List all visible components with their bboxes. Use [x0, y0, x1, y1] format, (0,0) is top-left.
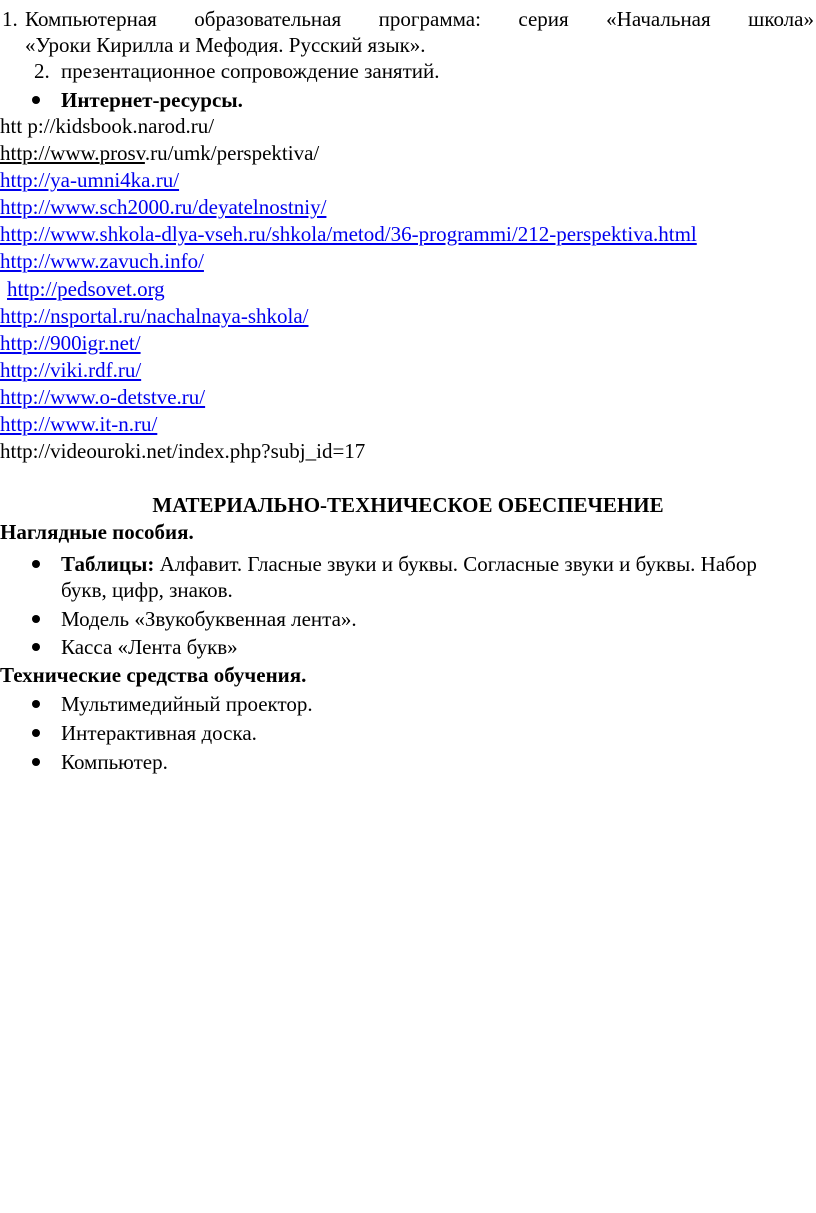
link-nsportal[interactable]: http://nsportal.ru/nachalnaya-shkola/: [0, 304, 309, 328]
kassa-item: Касса «Лента букв»: [61, 635, 238, 659]
link-viki-rdf[interactable]: http://viki.rdf.ru/: [0, 358, 142, 382]
link-pedsovet[interactable]: http://pedsovet.org: [7, 277, 165, 301]
list-item-1-line-2: «Уроки Кирилла и Мефодия. Русский язык».: [25, 33, 426, 57]
link-o-detstve[interactable]: http://www.o-detstve.ru/: [0, 385, 206, 409]
list-item-1-line-1: [25, 6, 814, 32]
link-shkola-dlya-vseh[interactable]: http://www.shkola-dlya-vseh.ru/shkola/metod/36-programmi/212-perspektiva.html: [0, 222, 697, 246]
link-it-n[interactable]: http://www.it-n.ru/: [0, 412, 158, 436]
bullet-icon: [29, 749, 43, 775]
list-item-2: презентационное сопровождение занятий.: [61, 59, 440, 83]
bullet-icon: [29, 634, 43, 660]
tech-means-heading: Технические средства обучения.: [0, 663, 307, 687]
link-prosv[interactable]: [0, 140, 319, 166]
tables-text: Алфавит. Гласные звуки и буквы. Согласные звуки и буквы. Набор букв, цифр, знаков.: [61, 552, 757, 602]
list-number-2: 2.: [34, 59, 50, 83]
tables-label: Таблицы:: [61, 552, 155, 576]
link-sch2000[interactable]: http://www.sch2000.ru/deyatelnostniy/: [0, 195, 327, 219]
word: школа»: [748, 7, 814, 31]
link-prosv-part-3[interactable]: .ru/umk/perspektiva/: [144, 141, 320, 165]
bullet-icon: [29, 606, 43, 632]
bullet-icon: [29, 87, 43, 113]
bullet-icon: [29, 551, 43, 577]
word: серия: [518, 7, 569, 31]
word: программа:: [378, 7, 481, 31]
bullet-icon: [29, 691, 43, 717]
link-ya-umni4ka[interactable]: http://ya-umni4ka.ru/: [0, 168, 180, 192]
link-prosv-part-1[interactable]: http://www.: [0, 141, 100, 165]
tech-item-board: Интерактивная доска.: [61, 721, 257, 745]
model-item: Модель «Звукобуквенная лента».: [61, 607, 357, 631]
internet-resources-label: Интернет-ресурсы.: [61, 88, 243, 112]
tech-item-projector: Мультимедийный проектор.: [61, 692, 313, 716]
link-kidsbook: htt p://kidsbook.narod.ru/: [0, 114, 215, 138]
word: Компьютерная: [25, 7, 157, 31]
tech-item-computer: Компьютер.: [61, 750, 168, 774]
link-900igr[interactable]: http://900igr.net/: [0, 331, 141, 355]
visual-aids-heading: Наглядные пособия.: [0, 520, 194, 544]
list-number-1: 1.: [2, 7, 18, 31]
word: образовательная: [194, 7, 342, 31]
link-videouroki: http://videouroki.net/index.php?subj_id=17: [0, 439, 366, 463]
bullet-icon: [29, 720, 43, 746]
section-heading: МАТЕРИАЛЬНО-ТЕХНИЧЕСКОЕ ОБЕСПЕЧЕНИЕ: [152, 493, 664, 517]
word: «Начальная: [606, 7, 711, 31]
link-prosv-part-2[interactable]: prosv: [99, 141, 145, 165]
tables-item: [61, 551, 796, 603]
link-zavuch[interactable]: http://www.zavuch.info/: [0, 249, 204, 273]
